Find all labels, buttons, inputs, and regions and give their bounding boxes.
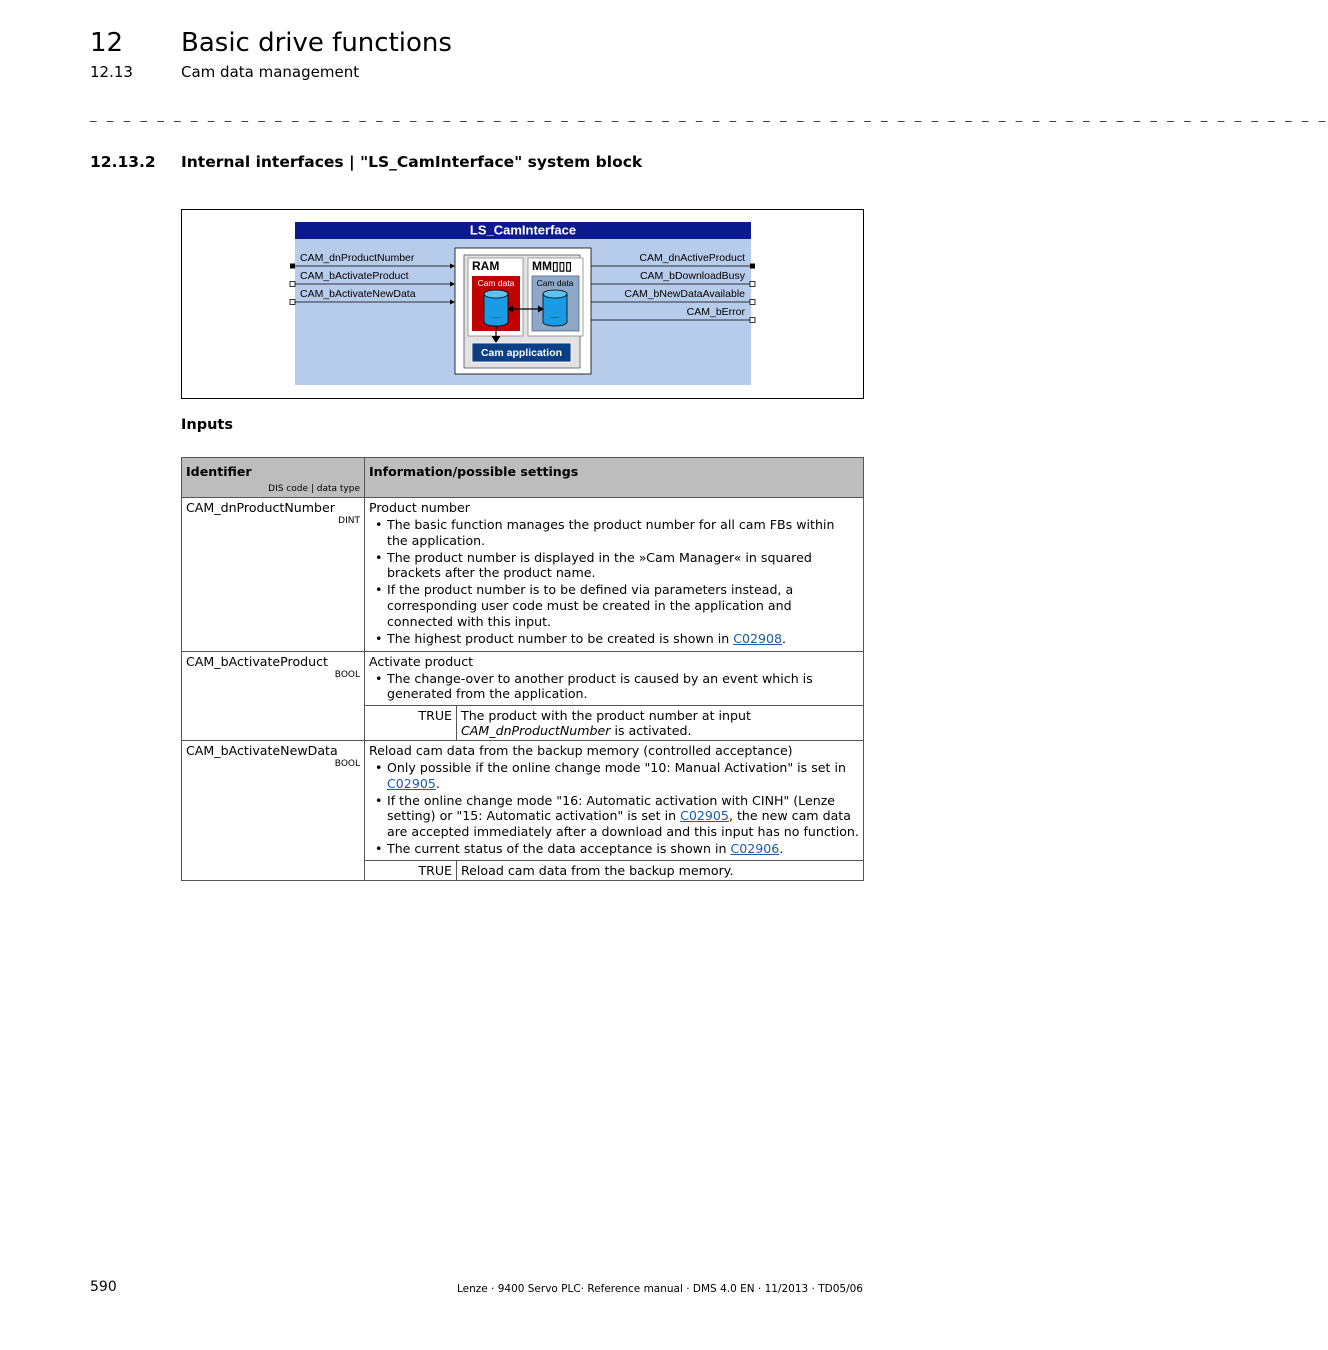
input-pin-2 bbox=[290, 282, 295, 287]
output-label-2: CAM_bDownloadBusy bbox=[639, 270, 745, 282]
info-lead: Activate product bbox=[369, 653, 474, 669]
list-item: • The current status of the data acceptance is shown in C02906. bbox=[387, 841, 859, 857]
subsection-number: 12.13.2 bbox=[90, 153, 156, 171]
header-info: Information/possible settings bbox=[365, 458, 864, 498]
value-table bbox=[365, 860, 863, 880]
info-cell bbox=[365, 651, 864, 740]
list-item: • The change-over to another product is caused by an event which is generated from the application. bbox=[387, 671, 859, 702]
identifier-name: CAM_bActivateNewData bbox=[186, 742, 338, 758]
value-row bbox=[365, 705, 863, 740]
input-label-1: CAM_dnProductNumber bbox=[300, 252, 415, 264]
footer-text: Lenze · 9400 Servo PLC· Reference manual · DMS 4.0 EN · 11/2013 · TD05/06 bbox=[456, 1283, 863, 1295]
list-item: • The product number is displayed in the »Cam Manager« in squared brackets after the product name. bbox=[387, 550, 859, 581]
inputs-heading: Inputs bbox=[181, 417, 233, 433]
link-c02906[interactable]: C02906 bbox=[730, 840, 780, 856]
chapter-number: 12 bbox=[90, 28, 124, 58]
link-c02908[interactable]: C02908 bbox=[733, 630, 783, 646]
header-identifier: Identifier DIS code | data type bbox=[182, 458, 365, 498]
data-type: BOOL bbox=[334, 758, 360, 769]
link-c02905[interactable]: C02905 bbox=[387, 775, 436, 791]
identifier-name: CAM_dnProductNumber bbox=[186, 500, 335, 515]
value-true: TRUE bbox=[365, 705, 457, 740]
table-row bbox=[182, 651, 864, 740]
identifier-cell bbox=[182, 651, 365, 740]
chapter-title: Basic drive functions bbox=[181, 28, 452, 58]
block-title: LS_CamInterface bbox=[469, 222, 577, 238]
output-pin-1 bbox=[750, 264, 755, 269]
mm-label: MM▯▯▯ bbox=[532, 259, 572, 273]
value-description: The product with the product number at input CAM_dnProductNumber is activated. bbox=[457, 705, 864, 740]
input-pin-1 bbox=[290, 264, 295, 269]
mm-cylinder-icon bbox=[543, 290, 567, 326]
table-row bbox=[182, 498, 864, 652]
info-bullets bbox=[369, 760, 859, 857]
value-table bbox=[365, 705, 863, 740]
section-number: 12.13 bbox=[90, 63, 133, 81]
list-item: • Only possible if the online change mode "10: Manual Activation" is set in C02905. bbox=[387, 760, 859, 791]
link-c02905[interactable]: C02905 bbox=[680, 808, 729, 824]
section-title: Cam data management bbox=[181, 63, 360, 81]
identifier-cell bbox=[182, 740, 365, 880]
identifier-name: CAM_bActivateProduct bbox=[186, 653, 328, 669]
output-pin-2 bbox=[750, 282, 755, 287]
header-divider: _ _ _ _ _ _ _ _ _ _ _ _ _ _ _ _ _ _ _ _ _ _ _ _ _ _ _ _ _ _ _ _ _ _ _ _ _ _ _ _ _ _ _ _ _ _ _ _ _ _ _ _ _ _ _ _ _ _ _ _ _ _ _ _ _ _ _ _ _ _ _ _ _ _ bbox=[90, 108, 1328, 123]
identifier-cell bbox=[182, 498, 365, 652]
output-label-4: CAM_bError bbox=[686, 306, 745, 318]
ram-cam-data-label: Cam data bbox=[477, 278, 515, 288]
value-true: TRUE bbox=[365, 860, 457, 880]
ram-label: RAM bbox=[472, 259, 500, 273]
info-bullets bbox=[369, 517, 859, 646]
info-cell bbox=[365, 498, 864, 652]
list-item: • The highest product number to be created is shown in C02908. bbox=[387, 631, 859, 647]
input-label-3: CAM_bActivateNewData bbox=[300, 288, 416, 300]
page-number: 590 bbox=[90, 1279, 117, 1295]
data-type: DINT bbox=[338, 516, 360, 526]
header-identifier-sub: DIS code | data type bbox=[268, 484, 360, 494]
output-label-3: CAM_bNewDataAvailable bbox=[624, 288, 745, 300]
figure-frame bbox=[181, 209, 864, 399]
output-pin-3 bbox=[750, 300, 755, 305]
value-description: Reload cam data from the backup memory. bbox=[457, 860, 864, 880]
list-item: • If the online change mode "16: Automatic activation with CINH" (Lenze setting) or "15: Automatic activation" is set in C02905, the new cam data are accepted immediately after a download and this input has no function. bbox=[387, 793, 859, 840]
info-lead: Reload cam data from the backup memory (controlled acceptance) bbox=[369, 742, 793, 758]
input-pin-3 bbox=[290, 300, 295, 305]
list-item: • If the product number is to be defined via parameters instead, a corresponding user code must be created in the application and connected with this input. bbox=[387, 582, 859, 629]
mm-cam-data-label: Cam data bbox=[536, 278, 574, 288]
subsection-title: Internal interfaces | "LS_CamInterface" system block bbox=[181, 153, 643, 171]
output-pin-4 bbox=[750, 318, 755, 323]
ram-cylinder-icon bbox=[484, 290, 508, 326]
cam-application-label: Cam application bbox=[480, 347, 563, 359]
info-bullets bbox=[369, 671, 859, 702]
ls-caminterface-diagram bbox=[182, 210, 863, 398]
input-label-2: CAM_bActivateProduct bbox=[300, 270, 409, 282]
info-cell bbox=[365, 740, 864, 880]
info-lead: Product number bbox=[369, 500, 470, 515]
output-label-1: CAM_dnActiveProduct bbox=[639, 252, 745, 264]
table-header-row bbox=[182, 458, 864, 498]
data-type: BOOL bbox=[334, 669, 360, 680]
table-row bbox=[182, 740, 864, 880]
list-item: • The basic function manages the product number for all cam FBs within the application. bbox=[387, 517, 859, 548]
value-row bbox=[365, 860, 863, 880]
inputs-table bbox=[181, 457, 864, 881]
